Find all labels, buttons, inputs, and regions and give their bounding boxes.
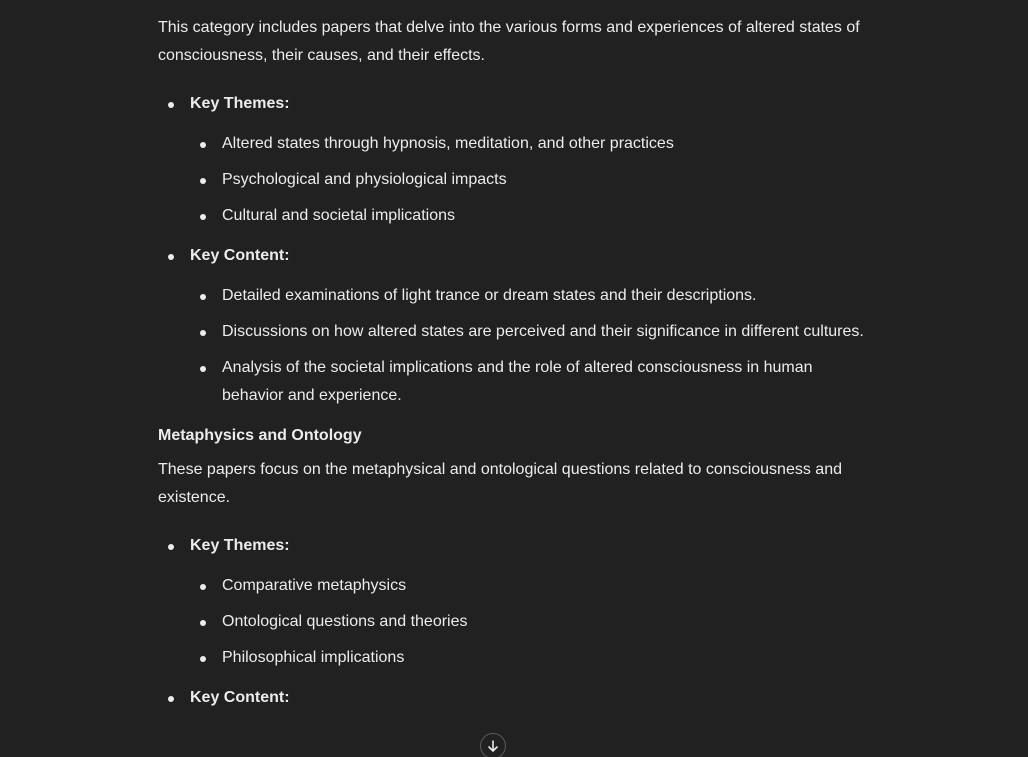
message-content [158, 14, 878, 724]
key-themes-item [158, 532, 878, 672]
list-item: Altered states through hypnosis, meditation, and other practices [190, 130, 878, 158]
list-item: Detailed examinations of light trance or dream states and their descriptions. [190, 282, 878, 310]
list-item: Psychological and physiological impacts [190, 166, 878, 194]
key-themes-label: Key Themes [190, 537, 285, 554]
scroll-to-bottom-button[interactable] [480, 733, 506, 757]
colon: : [284, 247, 290, 264]
list-item: Philosophical implications [190, 644, 878, 672]
key-content-label: Key Content [190, 247, 285, 264]
colon: : [284, 95, 290, 112]
colon: : [284, 537, 290, 554]
key-themes-item [158, 90, 878, 230]
colon: : [284, 689, 290, 706]
section2-list [158, 532, 878, 712]
key-content-list [190, 282, 878, 410]
arrow-down-icon [486, 739, 500, 753]
key-content-item [158, 242, 878, 410]
section1-list [158, 90, 878, 410]
section-heading: Metaphysics and Ontology [158, 427, 362, 444]
list-item: Cultural and societal implications [190, 202, 878, 230]
key-content-label: Key Content [190, 689, 285, 706]
list-item: Ontological questions and theories [190, 608, 878, 636]
section-intro: These papers focus on the metaphysical and ontological questions related to consciousness and existence. [158, 461, 842, 506]
list-item: Comparative metaphysics [190, 572, 878, 600]
list-item: Discussions on how altered states are perceived and their significance in different cultures. [190, 318, 878, 346]
key-themes-label: Key Themes [190, 95, 285, 112]
category-intro: This category includes papers that delve into the various forms and experiences of altered states of consciousness, their causes, and their effects. [158, 19, 860, 64]
list-item: Analysis of the societal implications and the role of altered consciousness in human behavior and experience. [190, 354, 878, 410]
key-themes-list [190, 130, 878, 230]
key-themes-list [190, 572, 878, 672]
key-content-item [158, 684, 878, 712]
